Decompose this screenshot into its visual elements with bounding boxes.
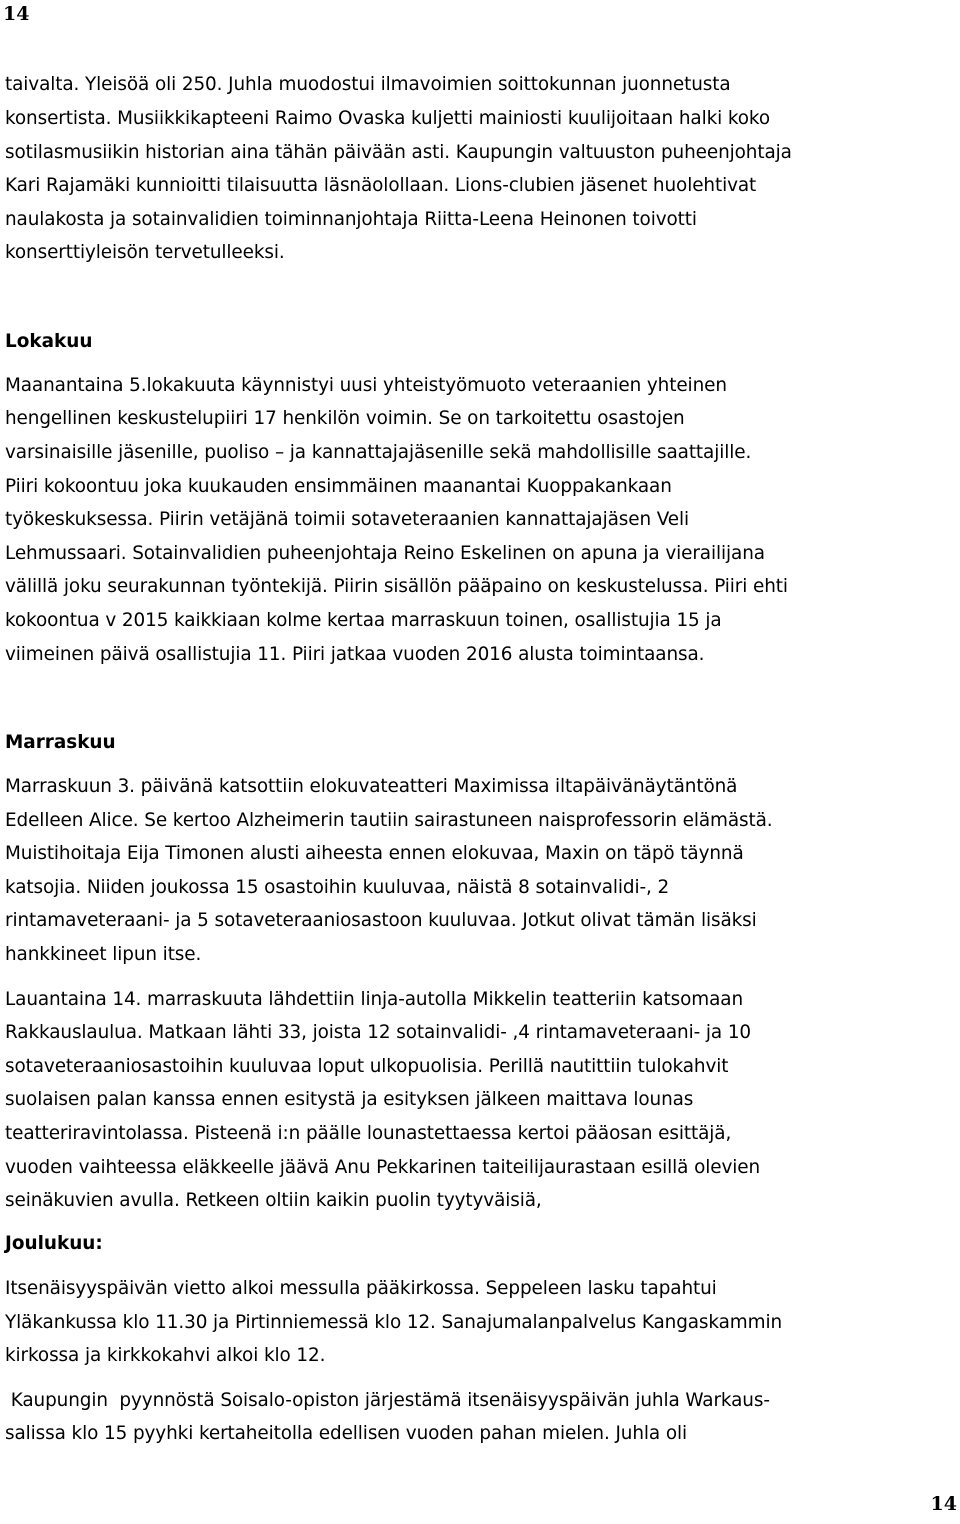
marraskuu-line: Rakkauslaulua. Matkaan lähti 33, joista 12 sotainvalidi- ,4 rintamaveteraani- ja 10: [5, 1022, 752, 1043]
lokakuu-line: Maanantaina 5.lokakuuta käynnistyi uusi yhteistyömuoto veteraanien yhteinen: [5, 375, 727, 396]
marraskuu-line: Edelleen Alice. Se kertoo Alzheimerin tautiin sairastuneen naisprofessorin elämästä.: [5, 810, 773, 831]
lokakuu-line: työkeskuksessa. Piirin vetäjänä toimii sotaveteraanien kannattajajäsen Veli: [5, 509, 690, 530]
page-number-top: 14: [3, 3, 30, 25]
intro-line: sotilasmusiikin historian aina tähän päivään asti. Kaupungin valtuuston puheenjohtaja: [5, 142, 792, 163]
intro-line: naulakosta ja sotainvalidien toiminnanjohtaja Riitta-Leena Heinonen toivotti: [5, 209, 697, 230]
intro-line: taivalta. Yleisöä oli 250. Juhla muodostui ilmavoimien soittokunnan juonnetusta: [5, 74, 731, 95]
joulukuu-line: Yläkankussa klo 11.30 ja Pirtinniemessä klo 12. Sanajumalanpalvelus Kangaskammin: [5, 1312, 783, 1333]
lokakuu-line: Lehmussaari. Sotainvalidien puheenjohtaja Reino Eskelinen on apuna ja vierailijana: [5, 543, 765, 564]
marraskuu-line: Muistihoitaja Eija Timonen alusti aiheesta ennen elokuvaa, Maxin on täpö täynnä: [5, 843, 744, 864]
intro-line: Kari Rajamäki kunnioitti tilaisuutta läsnäolollaan. Lions-clubien jäsenet huolehtivat: [5, 175, 757, 196]
lokakuu-line: välillä joku seurakunnan työntekijä. Piirin sisällön pääpaino on keskustelussa. Piiri ehti: [5, 576, 788, 597]
marraskuu-line: hankkineet lipun itse.: [5, 944, 202, 965]
joulukuu-line: Kaupungin pyynnöstä Soisalo-opiston järjestämä itsenäisyyspäivän juhla Warkaus-: [5, 1390, 770, 1411]
section-heading-lokakuu: Lokakuu: [5, 331, 93, 352]
page-number-bottom: 14: [930, 1493, 957, 1515]
lokakuu-line: hengellinen keskustelupiiri 17 henkilön voimin. Se on tarkoitettu osastojen: [5, 408, 685, 429]
marraskuu-line: vuoden vaihteessa eläkkeelle jäävä Anu Pekkarinen taiteilijaurastaan esillä olevien: [5, 1157, 761, 1178]
marraskuu-line: suolaisen palan kanssa ennen esitystä ja esityksen jälkeen maittava lounas: [5, 1089, 694, 1110]
intro-line: konsertista. Musiikkikapteeni Raimo Ovaska kuljetti mainiosti kuulijoitaan halki koko: [5, 108, 770, 129]
marraskuu-line: Marraskuun 3. päivänä katsottiin elokuvateatteri Maximissa iltapäivänäytäntönä: [5, 776, 738, 797]
lokakuu-line: Piiri kokoontuu joka kuukauden ensimmäinen maanantai Kuoppakankaan: [5, 476, 672, 497]
marraskuu-line: teatteriravintolassa. Pisteenä i:n päälle lounastettaessa kertoi pääosan esittäjä,: [5, 1123, 732, 1144]
joulukuu-line: kirkossa ja kirkkokahvi alkoi klo 12.: [5, 1345, 326, 1366]
section-heading-joulukuu: Joulukuu:: [5, 1233, 103, 1254]
marraskuu-line: sotaveteraaniosastoihin kuuluvaa loput ulkopuolisia. Perillä nautittiin tulokahvit: [5, 1056, 729, 1077]
marraskuu-line: katsojia. Niiden joukossa 15 osastoihin kuuluvaa, näistä 8 sotainvalidi-, 2: [5, 877, 670, 898]
lokakuu-line: kokoontua v 2015 kaikkiaan kolme kertaa marraskuun toinen, osallistujia 15 ja: [5, 610, 722, 631]
marraskuu-line: seinäkuvien avulla. Retkeen oltiin kaikin puolin tyytyväisiä,: [5, 1190, 542, 1211]
marraskuu-line: Lauantaina 14. marraskuuta lähdettiin linja-autolla Mikkelin teatteriin katsomaan: [5, 989, 744, 1010]
joulukuu-line: Itsenäisyyspäivän vietto alkoi messulla pääkirkossa. Seppeleen lasku tapahtui: [5, 1278, 717, 1299]
section-heading-marraskuu: Marraskuu: [5, 732, 116, 753]
intro-line: konserttiyleisön tervetulleeksi.: [5, 242, 285, 263]
marraskuu-line: rintamaveteraani- ja 5 sotaveteraaniosastoon kuuluvaa. Jotkut olivat tämän lisäksi: [5, 910, 757, 931]
joulukuu-line: salissa klo 15 pyyhki kertaheitolla edellisen vuoden pahan mielen. Juhla oli: [5, 1423, 688, 1444]
lokakuu-line: varsinaisille jäsenille, puoliso – ja kannattajajäsenille sekä mahdollisille saattajille.: [5, 442, 752, 463]
lokakuu-line: viimeinen päivä osallistujia 11. Piiri jatkaa vuoden 2016 alusta toimintaansa.: [5, 644, 705, 665]
